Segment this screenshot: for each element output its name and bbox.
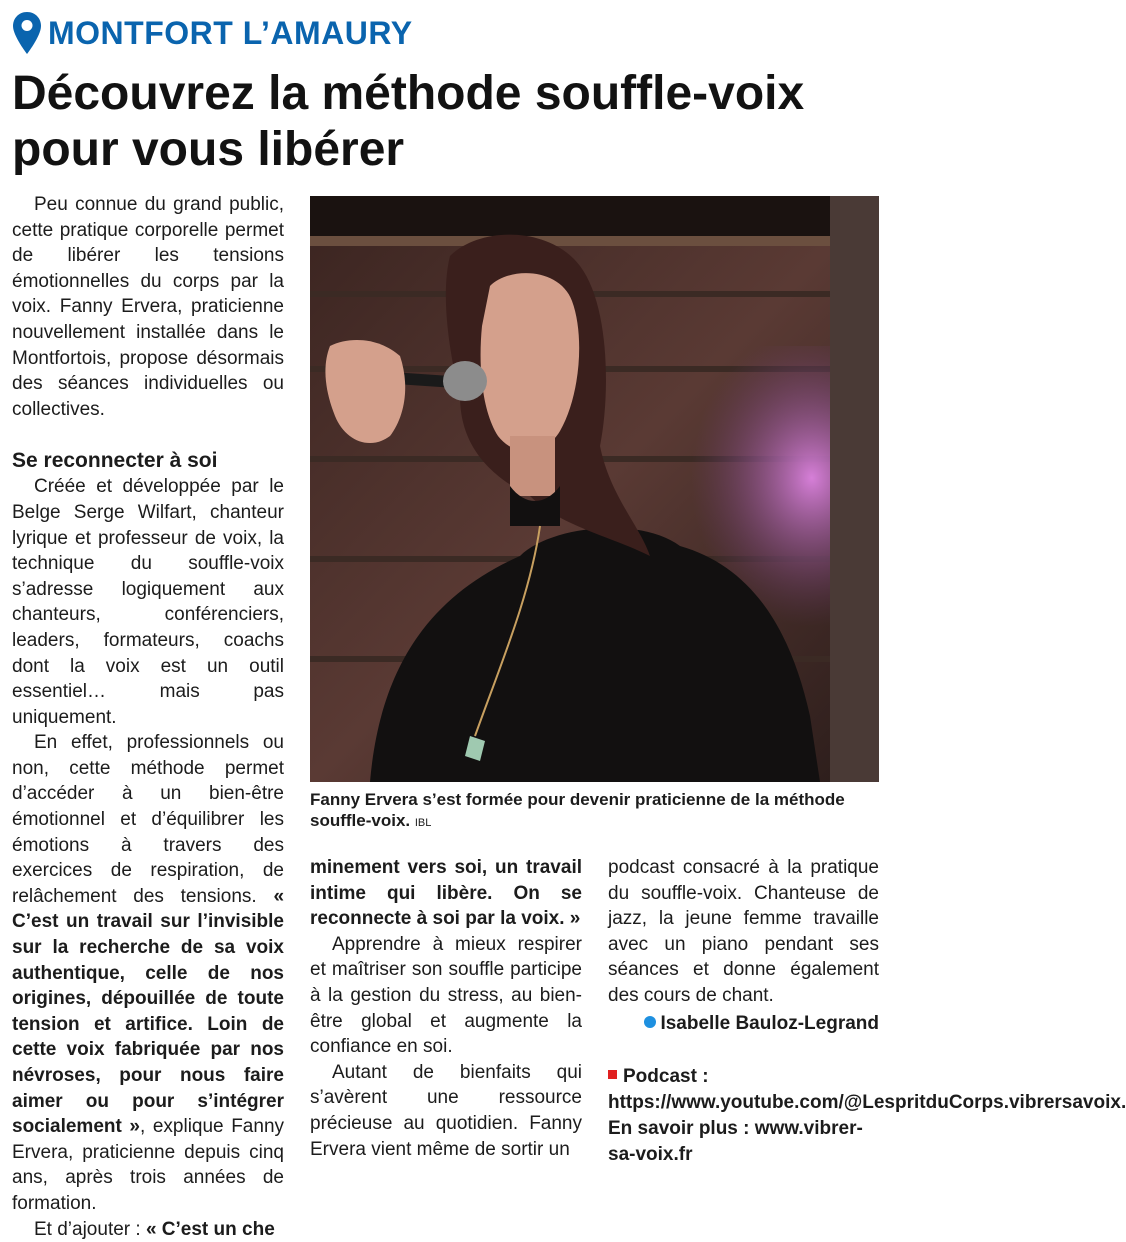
paragraph-2-tail: , explique Fanny Ervera, praticienne depuis cinq ans, après trois années de formation. (12, 1116, 285, 1214)
article-column-1 (12, 192, 284, 1242)
info-box (608, 1064, 1126, 1168)
intro-paragraph: Peu connue du grand public, cette pratique corporelle permet de libérer les tensions émotionnelles du corps par la voix. Fanny Ervera, praticienne nouvellement installée dans le Montfortois, propose désormais des séances individuelles ou collectives. (12, 194, 284, 420)
location-pin-icon (12, 11, 42, 55)
paragraph-2-text: En effet, professionnels ou non, cette méthode permet d’accéder à un bien-être émotionnel et d’équilibrer les émotions à travers des exercices de respiration, de relâchement des tensions. (12, 732, 284, 907)
author-signature (608, 1011, 879, 1037)
paragraph-1: Créée et développée par le Belge Serge Wilfart, chanteur lyrique et professeur de voix, la technique du souffle-voix s’adresse logiquement aux chanteurs, conférenciers, leaders, formateurs, coachs dont la voix est un outil essentiel… mais pas uniquement. (12, 476, 284, 728)
paragraph-5-end: podcast consacré à la pratique du souffle-voix. Chanteuse de jazz, la jeune femme travaille avec un piano pendant ses séances et donne également des cours de chant. (608, 857, 879, 1006)
paragraph-4: Apprendre à mieux respirer et maîtriser son souffle participe à la gestion du stress, au bien-être global et augmente la confiance en soi. (310, 933, 582, 1058)
paragraph-3-start (12, 1217, 284, 1242)
subheading: Se reconnecter à soi (12, 449, 218, 473)
article-column-3 (608, 855, 1126, 1168)
author-name: Isabelle Bauloz-Legrand (660, 1012, 879, 1034)
singer-photo (310, 196, 879, 782)
red-square-icon (608, 1070, 617, 1079)
caption-text: Fanny Ervera s’est formée pour devenir praticienne de la méthode souffle-voix. (310, 790, 845, 830)
quote-end: minement vers soi, un travail intime qui libère. On se reconnecte à soi par la voix. » (310, 857, 582, 930)
locality-header (12, 10, 413, 56)
bullet-dot-icon (644, 1016, 656, 1028)
info-text: Podcast : https://www.youtube.com/@LespritduCorps.vibrersavoix. En savoir plus : www.vibrer-sa-voix.fr (608, 1066, 1126, 1166)
quote-start: « C’est un che (145, 1218, 275, 1240)
article-photo (310, 196, 879, 782)
paragraph-3-text: Et d’ajouter : (34, 1218, 141, 1240)
photo-caption (310, 789, 879, 834)
article-column-2 (310, 855, 582, 1162)
quote-continued (310, 855, 582, 932)
headline-line-2: pour vous libérer (12, 123, 405, 176)
photo-credit: IBL (414, 817, 432, 829)
paragraph-5-start: Autant de bienfaits qui s’avèrent une ressource précieuse au quotidien. Fanny Ervera vient même de sortir un (310, 1061, 582, 1160)
paragraph-2 (12, 730, 284, 1216)
headline-line-1: Découvrez la méthode souffle-voix (12, 67, 805, 120)
locality-name: MONTFORT L’AMAURY (48, 14, 413, 51)
quote: « C’est un travail sur l’invisible sur la recherche de sa voix authentique, celle de nos origines, dépouillée de toute tension et artifice. Loin de cette voix fabriquée par nos névroses, pour nous faire aimer ou pour s’intégrer socialement » (12, 885, 285, 1138)
headline (12, 66, 896, 178)
